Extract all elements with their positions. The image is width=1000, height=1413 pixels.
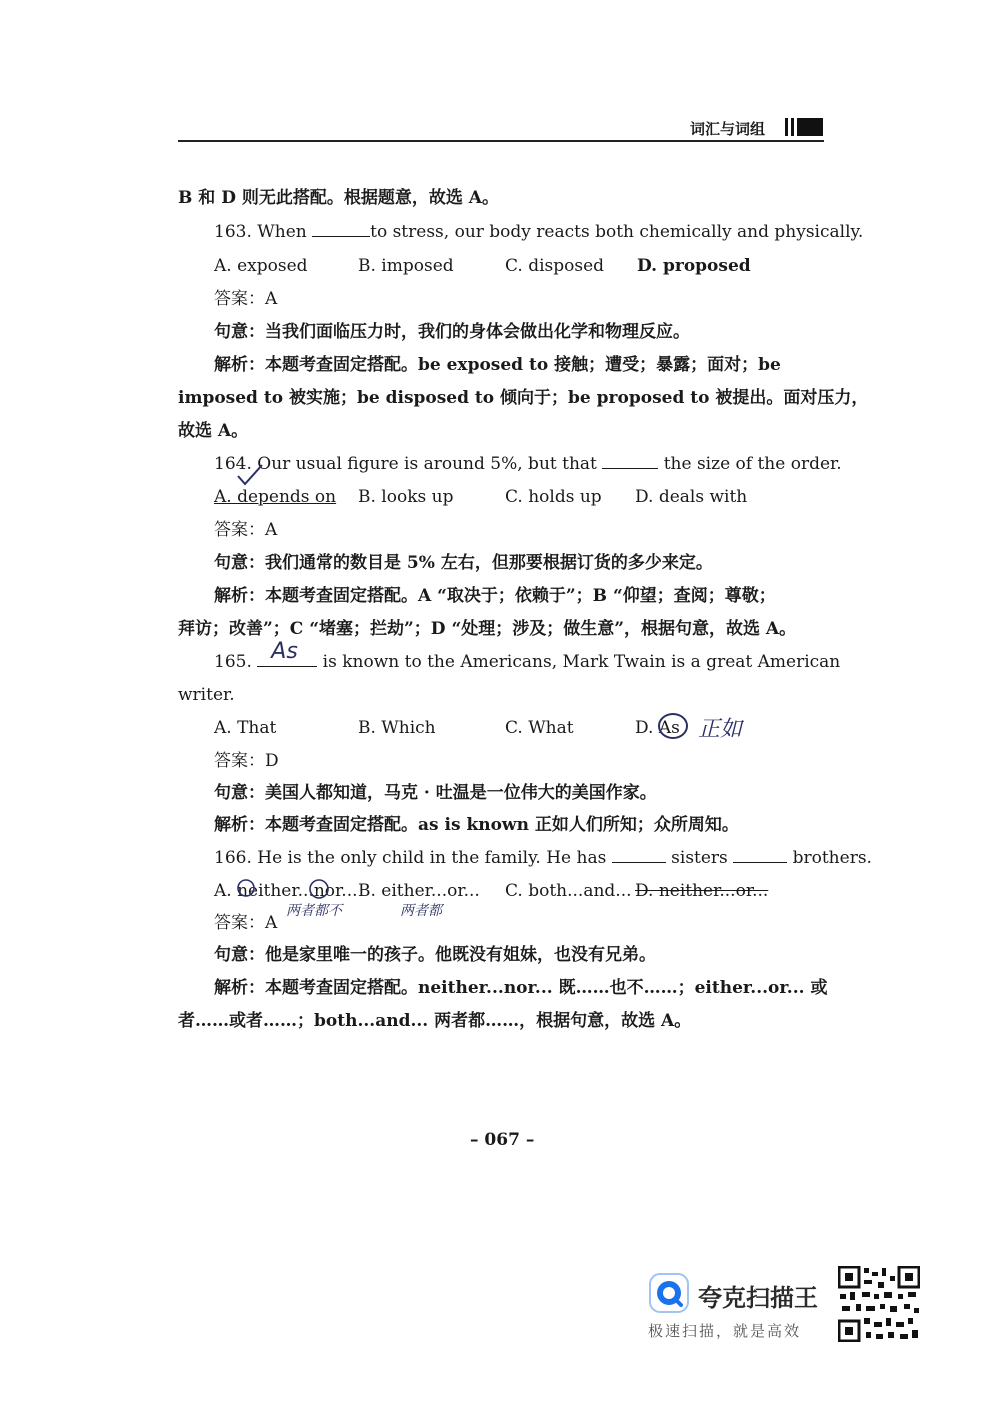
option-circle-icon: [236, 878, 256, 898]
q163-option-b: B. imposed: [358, 256, 454, 276]
q164-answer: 答案：A: [214, 520, 278, 540]
q165-stem: [214, 639, 841, 672]
q163-option-c: C. disposed: [505, 256, 605, 276]
q163-option-a: A. exposed: [214, 256, 308, 276]
q166-handwritten-note-a: 两者都不: [286, 903, 342, 919]
header-bars-decoration: [785, 118, 826, 136]
q164-blank: [602, 454, 658, 469]
scanner-logo-icon: [648, 1272, 690, 1314]
q164-option-a: A. depends on: [214, 487, 337, 507]
q166-stem-post: brothers.: [792, 848, 872, 868]
q163-stem-pre: When: [257, 222, 307, 242]
q166-handwritten-note-b: 两者都: [400, 903, 442, 919]
q165-option-a: A. That: [214, 718, 277, 738]
q163-stem-post: to stress, our body reacts both chemically and physically.: [370, 222, 864, 242]
q166-meaning: 句意：他是家里唯一的孩子。他既没有姐妹，也没有兄弟。: [214, 945, 656, 965]
q165-stem-post: is known to the Americans, Mark Twain is a great American: [322, 652, 841, 672]
checkmark-icon: [236, 462, 266, 488]
q166-option-c: C. both...and...: [505, 881, 632, 901]
q165-handwritten-answer: As: [271, 639, 298, 664]
q164-option-c: C. holds up: [505, 487, 602, 507]
watermark-brand: 夸克扫描王: [698, 1284, 818, 1312]
q164-number: 164.: [214, 454, 252, 474]
option-circle-icon: [308, 878, 330, 900]
q164-option-d: D. deals with: [635, 487, 748, 507]
q163-analysis-line2: imposed to 被实施；be disposed to 倾向于；be proposed to 被提出。面对压力，: [178, 388, 869, 408]
q166-option-a: A. neither...nor...: [214, 881, 358, 901]
q163-meaning: 句意：当我们面临压力时，我们的身体会做出化学和物理反应。: [214, 322, 690, 342]
q165-stem-continuation: writer.: [178, 685, 235, 705]
q166-stem: [214, 848, 872, 868]
q166-blank-2: [733, 848, 787, 863]
q164-stem-pre: Our usual figure is around 5%, but that: [257, 454, 597, 474]
qr-code-icon: [838, 1266, 920, 1342]
q165-analysis: 解析：本题考查固定搭配。as is known 正如人们所知；众所周知。: [214, 815, 739, 835]
page-number: – 067 –: [470, 1130, 535, 1150]
q166-stem-mid: sisters: [671, 848, 728, 868]
q163-number: 163.: [214, 222, 252, 242]
answer-circle-icon: [656, 710, 690, 742]
q163-analysis-line1: 解析：本题考查固定搭配。be exposed to 接触；遭受；暴露；面对；be: [214, 355, 781, 375]
q166-number: 166.: [214, 848, 252, 868]
q165-handwritten-note: 正如: [698, 717, 743, 742]
q166-stem-pre: He is the only child in the family. He has: [257, 848, 607, 868]
q165-option-b: B. Which: [358, 718, 436, 738]
q166-option-d: D. neither...or...: [635, 881, 769, 901]
q165-meaning: 句意：美国人都知道，马克 · 吐温是一位伟大的美国作家。: [214, 783, 657, 803]
q163-stem: [214, 222, 863, 242]
q166-analysis-line2: 者……或者……；both...and... 两者都……，根据句意，故选 A。: [178, 1011, 692, 1031]
q163-answer: 答案：A: [214, 289, 278, 309]
q164-meaning: 句意：我们通常的数目是 5% 左右，但那要根据订货的多少来定。: [214, 553, 713, 573]
q165-answer: 答案：D: [214, 751, 279, 771]
q165-blank: [257, 639, 317, 667]
header-title: 词汇与词组: [690, 120, 766, 138]
q164-stem-post: the size of the order.: [663, 454, 842, 474]
q166-answer: 答案：A: [214, 913, 278, 933]
watermark-slogan: 极速扫描，就是高效: [648, 1322, 802, 1340]
q165-option-c: C. What: [505, 718, 574, 738]
q166-analysis-line1: 解析：本题考查固定搭配。neither...nor... 既……也不……；either...or... 或: [214, 978, 828, 998]
q163-blank: [312, 222, 370, 237]
header-rule: [178, 140, 824, 142]
q165-number: 165.: [214, 652, 252, 672]
q164-stem: [214, 454, 842, 474]
q165-option-d: D. As: [635, 718, 680, 738]
q163-option-d: D. proposed: [637, 256, 751, 276]
q163-analysis-line3: 故选 A。: [178, 421, 249, 441]
q166-blank-1: [612, 848, 666, 863]
q164-analysis-line1: 解析：本题考查固定搭配。A “取决于；依赖于”；B “仰望；查阅；尊敬；: [214, 586, 776, 606]
intro-line: B 和 D 则无此搭配。根据题意，故选 A。: [178, 188, 499, 208]
q164-option-b: B. looks up: [358, 487, 454, 507]
q166-option-b: B. either...or...: [358, 881, 480, 901]
q164-analysis-line2: 拜访；改善”；C “堵塞；拦劫”；D “处理；涉及；做生意”，根据句意，故选 A。: [178, 619, 797, 639]
